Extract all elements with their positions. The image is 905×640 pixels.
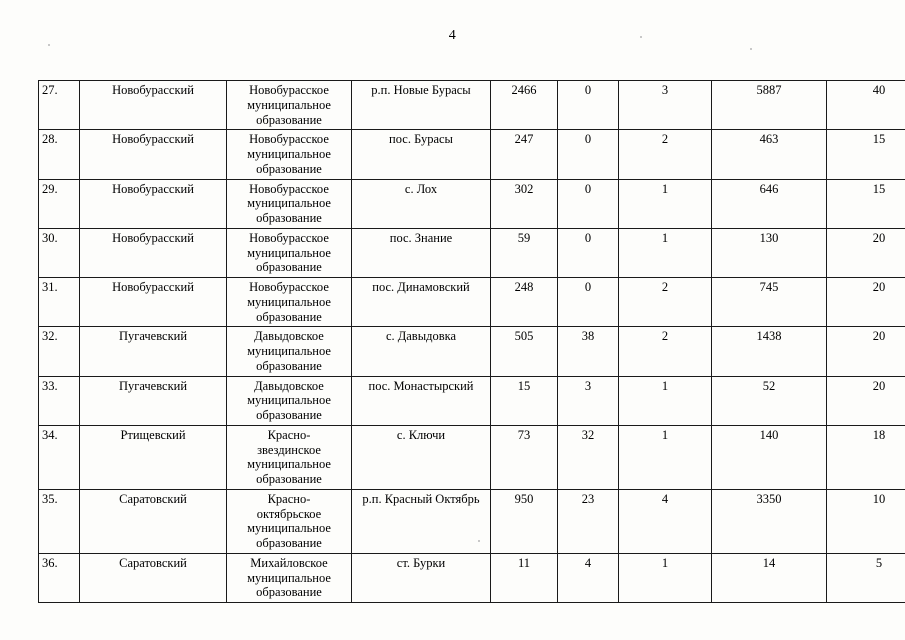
row-value-3: 3 (619, 81, 712, 130)
page-number: 4 (448, 28, 457, 43)
row-value-4: 646 (712, 179, 827, 228)
table-row (39, 278, 905, 327)
municipal-line: октябрьское (256, 506, 322, 521)
municipal-line: муниципальное (247, 393, 331, 408)
table-row (39, 376, 905, 425)
table-row (39, 81, 905, 130)
row-value-5: 15 (827, 179, 905, 228)
row-value-5: 40 (827, 81, 905, 130)
row-district: Ртищевский (80, 425, 227, 489)
municipal-line: муниципальное (247, 344, 331, 358)
row-value-1: 73 (491, 425, 558, 489)
row-number: 30. (39, 228, 80, 277)
table-row (39, 327, 905, 376)
municipal-line: образование (256, 211, 322, 225)
municipal-line: образование (256, 309, 322, 324)
row-value-1: 248 (491, 278, 558, 327)
row-value-5: 15 (827, 130, 905, 179)
row-number: 33. (39, 376, 80, 425)
municipal-line: муниципальное (247, 457, 331, 472)
row-number: 31. (39, 278, 80, 327)
row-value-3: 2 (619, 278, 712, 327)
municipal-line: образование (256, 585, 322, 600)
municipal-line: Новобурасское (249, 132, 329, 147)
table-body (39, 81, 905, 603)
row-value-1: 247 (491, 130, 558, 179)
row-value-3: 1 (619, 179, 712, 228)
row-value-2: 0 (558, 179, 619, 228)
row-value-2: 4 (558, 553, 619, 602)
municipal-line: муниципальное (247, 97, 331, 112)
row-value-2: 38 (558, 327, 619, 376)
row-municipal (227, 228, 352, 277)
table-row (39, 489, 905, 553)
row-settlement: с. Ключи (352, 425, 491, 489)
row-value-1: 505 (491, 327, 558, 376)
row-value-2: 32 (558, 425, 619, 489)
row-settlement: р.п. Новые Бурасы (352, 81, 491, 130)
row-number: 34. (39, 425, 80, 489)
municipal-line: образование (256, 472, 322, 486)
table-row (39, 130, 905, 179)
row-municipal (227, 278, 352, 327)
municipal-line: образование (256, 536, 322, 550)
municipal-line: муниципальное (247, 245, 331, 260)
municipal-line: муниципальное (247, 196, 331, 211)
row-municipal (227, 553, 352, 602)
table-row (39, 228, 905, 277)
municipal-line: муниципальное (247, 147, 331, 161)
municipal-line: образование (256, 161, 322, 176)
municipal-line: Новобурасское (249, 230, 329, 245)
row-value-5: 10 (827, 489, 905, 553)
row-value-3: 1 (619, 425, 712, 489)
row-value-2: 0 (558, 81, 619, 130)
row-value-1: 950 (491, 489, 558, 553)
row-district: Пугачевский (80, 327, 227, 376)
row-value-3: 1 (619, 376, 712, 425)
settlements-table-wrapper (38, 80, 886, 603)
row-settlement: р.п. Красный Октябрь (352, 489, 491, 553)
row-value-5: 20 (827, 327, 905, 376)
table-row (39, 425, 905, 489)
row-value-1: 59 (491, 228, 558, 277)
row-municipal (227, 489, 352, 553)
row-value-1: 11 (491, 553, 558, 602)
row-value-5: 20 (827, 228, 905, 277)
row-municipal (227, 327, 352, 376)
municipal-line: Красно- (267, 491, 311, 506)
row-settlement: пос. Монастырский (352, 376, 491, 425)
row-settlement: пос. Динамовский (352, 278, 491, 327)
scan-speck (750, 48, 752, 50)
row-value-1: 15 (491, 376, 558, 425)
row-value-5: 20 (827, 278, 905, 327)
row-municipal (227, 376, 352, 425)
row-settlement: пос. Бурасы (352, 130, 491, 179)
row-number: 27. (39, 81, 80, 130)
table-row (39, 553, 905, 602)
municipal-line: Михайловское (250, 555, 328, 570)
row-value-3: 1 (619, 553, 712, 602)
row-value-4: 3350 (712, 489, 827, 553)
row-value-4: 5887 (712, 81, 827, 130)
row-district: Новобурасский (80, 179, 227, 228)
row-settlement: с. Лох (352, 179, 491, 228)
row-settlement: с. Давыдовка (352, 327, 491, 376)
row-value-4: 463 (712, 130, 827, 179)
municipal-line: образование (256, 408, 322, 422)
municipal-line: образование (256, 260, 322, 275)
table-row (39, 179, 905, 228)
row-value-4: 140 (712, 425, 827, 489)
municipal-line: Новобурасское (249, 181, 329, 196)
row-number: 36. (39, 553, 80, 602)
municipal-line: муниципальное (247, 294, 331, 309)
municipal-line: Новобурасское (249, 83, 329, 97)
row-value-2: 23 (558, 489, 619, 553)
row-value-3: 1 (619, 228, 712, 277)
row-value-4: 1438 (712, 327, 827, 376)
row-settlement: пос. Знание (352, 228, 491, 277)
row-value-3: 2 (619, 130, 712, 179)
municipal-line: Давыдовское (254, 329, 324, 344)
municipal-line: муниципальное (247, 570, 331, 585)
row-number: 29. (39, 179, 80, 228)
municipal-line: Красно- (267, 427, 311, 442)
row-number: 32. (39, 327, 80, 376)
row-value-5: 18 (827, 425, 905, 489)
row-municipal (227, 425, 352, 489)
row-value-3: 4 (619, 489, 712, 553)
row-value-2: 0 (558, 228, 619, 277)
row-district: Новобурасский (80, 228, 227, 277)
row-value-4: 14 (712, 553, 827, 602)
municipal-line: Новобурасское (249, 280, 329, 294)
row-value-5: 5 (827, 553, 905, 602)
municipal-line: звездинское (257, 442, 321, 457)
row-district: Пугачевский (80, 376, 227, 425)
row-district: Новобурасский (80, 278, 227, 327)
municipal-line: образование (256, 358, 322, 373)
row-value-5: 20 (827, 376, 905, 425)
municipal-line: муниципальное (247, 521, 331, 536)
row-value-1: 2466 (491, 81, 558, 130)
row-value-2: 3 (558, 376, 619, 425)
row-municipal (227, 130, 352, 179)
row-value-4: 52 (712, 376, 827, 425)
row-number: 35. (39, 489, 80, 553)
row-value-2: 0 (558, 278, 619, 327)
row-value-4: 745 (712, 278, 827, 327)
row-municipal (227, 179, 352, 228)
municipal-line: Давыдовское (254, 378, 324, 393)
row-district: Новобурасский (80, 81, 227, 130)
row-number: 28. (39, 130, 80, 179)
row-settlement: ст. Бурки (352, 553, 491, 602)
row-municipal (227, 81, 352, 130)
row-value-2: 0 (558, 130, 619, 179)
row-district: Саратовский (80, 489, 227, 553)
municipal-line: образование (256, 112, 322, 127)
row-district: Новобурасский (80, 130, 227, 179)
settlements-table (38, 80, 905, 603)
row-district: Саратовский (80, 553, 227, 602)
row-value-3: 2 (619, 327, 712, 376)
scan-speck (48, 44, 50, 46)
row-value-1: 302 (491, 179, 558, 228)
row-value-4: 130 (712, 228, 827, 277)
